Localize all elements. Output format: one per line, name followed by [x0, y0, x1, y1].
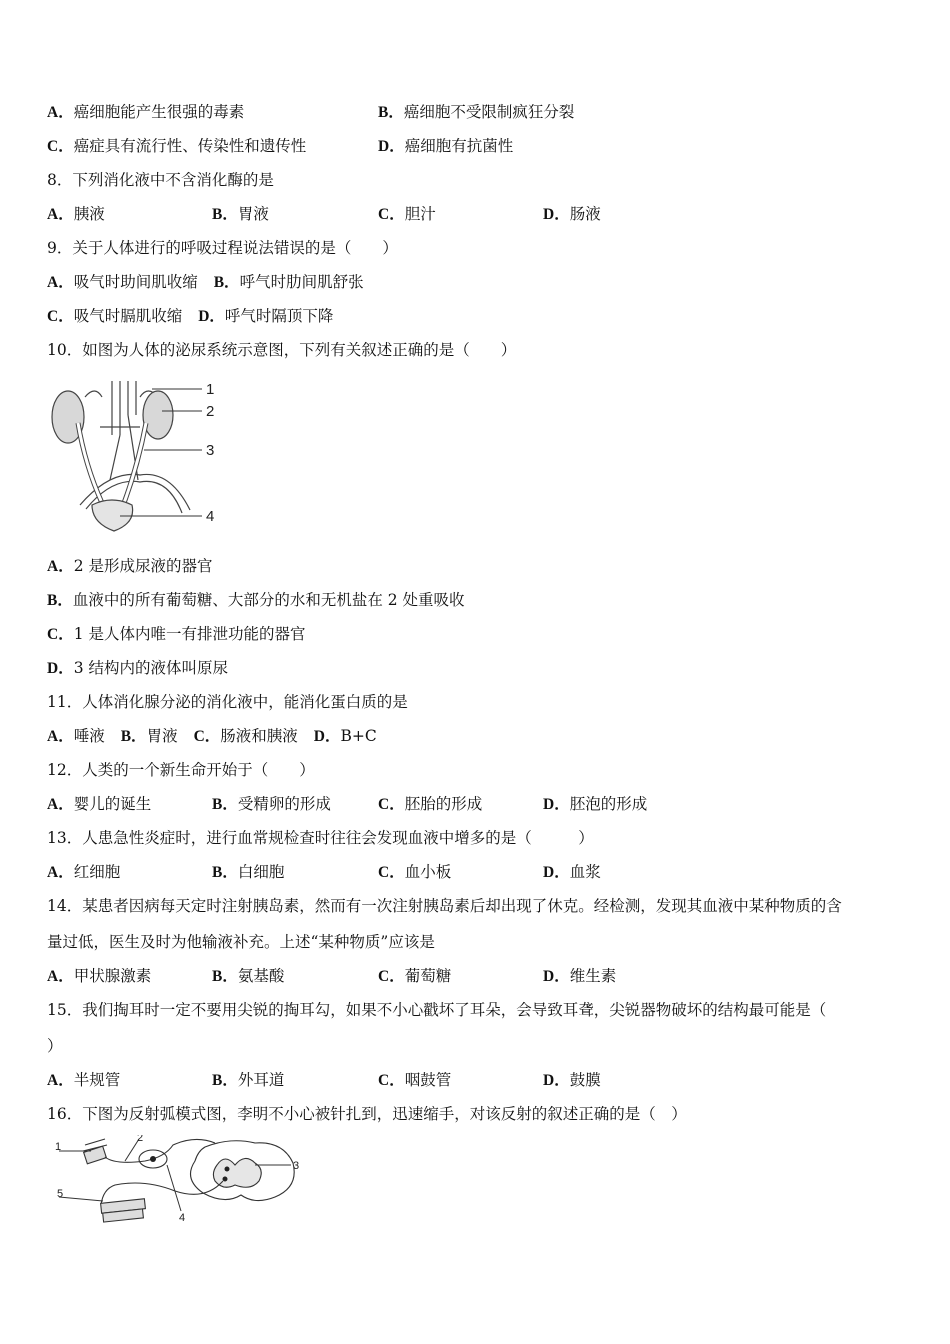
option-text: 唾液 — [73, 727, 105, 745]
q15-option-a — [47, 1070, 120, 1091]
option-text: 吸气时膈肌收缩 — [73, 307, 183, 325]
option-letter: A． — [47, 274, 74, 291]
q12-stem: 12．人类的一个新生命开始于（ ） — [47, 761, 315, 779]
q16-stem: 16．下图为反射弧模式图，李明不小心被针扎到，迅速缩手，对该反射的叙述正确的是（ ） — [47, 1105, 687, 1123]
option-text: 血浆 — [569, 863, 601, 881]
urinary-system-diagram-icon — [40, 375, 230, 535]
q13-option-d — [543, 862, 601, 883]
option-text: 呼气时肋间肌舒张 — [239, 273, 364, 291]
option-letter: D． — [543, 206, 570, 223]
q13-option-b — [212, 862, 284, 883]
q9-stem: 9．关于人体进行的呼吸过程说法错误的是（ ） — [47, 239, 398, 257]
option-letter: A． — [47, 864, 74, 881]
option-letter: C． — [47, 626, 74, 643]
option-text: 葡萄糖 — [404, 967, 452, 985]
option-letter: D． — [543, 1072, 570, 1089]
option-text: 婴儿的诞生 — [73, 795, 152, 813]
reflex-arc-diagram-icon — [55, 1135, 315, 1230]
q8-option-c — [378, 204, 436, 225]
q10-option-b — [47, 590, 465, 611]
q13-option-c — [378, 862, 451, 883]
option-text: 肠液和胰液 — [220, 727, 298, 745]
option-text: 癌细胞不受限制疯狂分裂 — [403, 103, 575, 121]
option-letter: B． — [212, 864, 238, 881]
q8-option-b — [212, 204, 269, 225]
right-kidney — [143, 391, 173, 439]
figure-label-2: 2 — [137, 1135, 144, 1144]
q12-option-b — [212, 794, 331, 815]
q8-option-a — [47, 204, 105, 225]
q10-option-c — [47, 624, 306, 645]
option-text: 咽鼓管 — [404, 1071, 452, 1089]
option-letter: C． — [193, 728, 221, 745]
option-letter: C． — [47, 308, 74, 325]
option-text: 胃液 — [146, 727, 178, 745]
q11-stem: 11．人体消化腺分泌的消化液中，能消化蛋白质的是 — [47, 693, 408, 711]
q10-stem: 10．如图为人体的泌尿系统示意图，下列有关叙述正确的是（ ） — [47, 341, 517, 359]
option-letter: B． — [212, 206, 238, 223]
option-letter: A． — [47, 206, 74, 223]
option-letter: A． — [47, 796, 74, 813]
q7-option-a — [47, 102, 244, 123]
figure-label-4: 4 — [179, 1212, 186, 1224]
option-text: 白细胞 — [237, 863, 285, 881]
option-letter: A． — [47, 1072, 74, 1089]
option-letter: C． — [378, 796, 405, 813]
option-letter: D． — [378, 138, 405, 155]
option-text: 甲状腺激素 — [73, 967, 152, 985]
q8-stem: 8．下列消化液中不含消化酶的是 — [47, 171, 274, 189]
q15-option-c — [378, 1070, 451, 1091]
option-letter: D． — [198, 308, 225, 325]
q7-option-b — [378, 102, 574, 123]
option-text: 呼气时隔顶下降 — [224, 307, 334, 325]
option-text: 2 是形成尿液的器官 — [73, 557, 213, 575]
q8-option-d — [543, 204, 601, 225]
option-letter: B． — [213, 274, 240, 291]
option-text: 吸气时助间肌收缩 — [73, 273, 198, 291]
option-text: 血小板 — [404, 863, 452, 881]
q14-stem-line2: 量过低，医生及时为他输液补充。上述“某种物质”应该是 — [47, 933, 435, 951]
option-text: 肠液 — [569, 205, 601, 223]
option-letter: A． — [47, 558, 74, 575]
q15-option-d — [543, 1070, 601, 1091]
option-letter: C． — [378, 206, 405, 223]
option-letter: B． — [212, 1072, 238, 1089]
q15-stem-line2: ） — [47, 1037, 63, 1055]
q12-option-a — [47, 794, 151, 815]
figure-label-4: 4 — [206, 508, 215, 525]
option-text: 红细胞 — [73, 863, 121, 881]
option-text: 胚胎的形成 — [404, 795, 483, 813]
option-text: 胚泡的形成 — [569, 795, 648, 813]
option-text: 癌细胞能产生很强的毒素 — [73, 103, 245, 121]
q15-stem-line1: 15．我们掏耳时一定不要用尖锐的掏耳勾，如果不小心戳坏了耳朵，会导致耳聋，尖锐器物破坏的结构最可能是（ — [47, 1001, 827, 1019]
q7-option-c — [47, 136, 306, 157]
q14-option-a — [47, 966, 151, 987]
q12-option-c — [378, 794, 482, 815]
option-letter: D． — [543, 968, 570, 985]
option-text: 维生素 — [569, 967, 617, 985]
option-letter: C． — [378, 968, 405, 985]
option-letter: D． — [543, 864, 570, 881]
q14-stem-line1: 14．某患者因病每天定时注射胰岛素，然而有一次注射胰岛素后却出现了休克。经检测，发现其血液中某种物质的含 — [47, 897, 842, 915]
option-text: 癌症具有流行性、传染性和遗传性 — [73, 137, 307, 155]
q14-option-b — [212, 966, 284, 987]
q11-options-row — [47, 726, 377, 747]
option-text: 胆汁 — [404, 205, 436, 223]
option-text: 半规管 — [73, 1071, 121, 1089]
q14-option-d — [543, 966, 616, 987]
option-letter: C． — [47, 138, 74, 155]
option-text: 癌细胞有抗菌性 — [404, 137, 514, 155]
option-letter: B． — [47, 592, 73, 609]
option-text: 3 结构内的液体叫原尿 — [73, 659, 228, 677]
figure-label-3: 3 — [293, 1160, 300, 1172]
option-text: 外耳道 — [237, 1071, 285, 1089]
option-letter: D． — [47, 660, 74, 677]
figure-label-2: 2 — [206, 403, 215, 420]
option-letter: C． — [378, 864, 405, 881]
q13-option-a — [47, 862, 120, 883]
option-letter: B． — [378, 104, 404, 121]
q15-option-b — [212, 1070, 284, 1091]
q10-option-a — [47, 556, 213, 577]
reflex-arc-figure — [55, 1135, 315, 1230]
option-letter: A． — [47, 104, 74, 121]
q10-option-d — [47, 658, 228, 679]
option-letter: A． — [47, 728, 74, 745]
figure-label-5: 5 — [57, 1188, 64, 1200]
option-text: B+C — [340, 727, 377, 745]
figure-label-1: 1 — [55, 1141, 62, 1153]
q12-option-d — [543, 794, 647, 815]
q14-option-c — [378, 966, 451, 987]
option-text: 鼓膜 — [569, 1071, 601, 1089]
option-text: 胃液 — [237, 205, 269, 223]
figure-label-1: 1 — [206, 381, 215, 398]
option-letter: B． — [120, 728, 147, 745]
figure-label-3: 3 — [206, 442, 215, 459]
option-letter: D． — [543, 796, 570, 813]
q7-option-d — [378, 136, 513, 157]
option-letter: B． — [212, 968, 238, 985]
q9-options-row1 — [47, 272, 364, 293]
option-letter: A． — [47, 968, 74, 985]
option-letter: B． — [212, 796, 238, 813]
urinary-system-figure — [40, 375, 230, 535]
option-text: 1 是人体内唯一有排泄功能的器官 — [73, 625, 306, 643]
option-text: 受精卵的形成 — [237, 795, 331, 813]
q13-stem: 13．人患急性炎症时，进行血常规检查时往往会发现血液中增多的是（ ） — [47, 829, 594, 847]
option-text: 胰液 — [73, 205, 105, 223]
option-text: 氨基酸 — [237, 967, 285, 985]
option-text: 血液中的所有葡萄糖、大部分的水和无机盐在 2 处重吸收 — [72, 591, 465, 609]
option-letter: D． — [313, 728, 341, 745]
option-letter: C． — [378, 1072, 405, 1089]
q9-options-row2 — [47, 306, 333, 327]
